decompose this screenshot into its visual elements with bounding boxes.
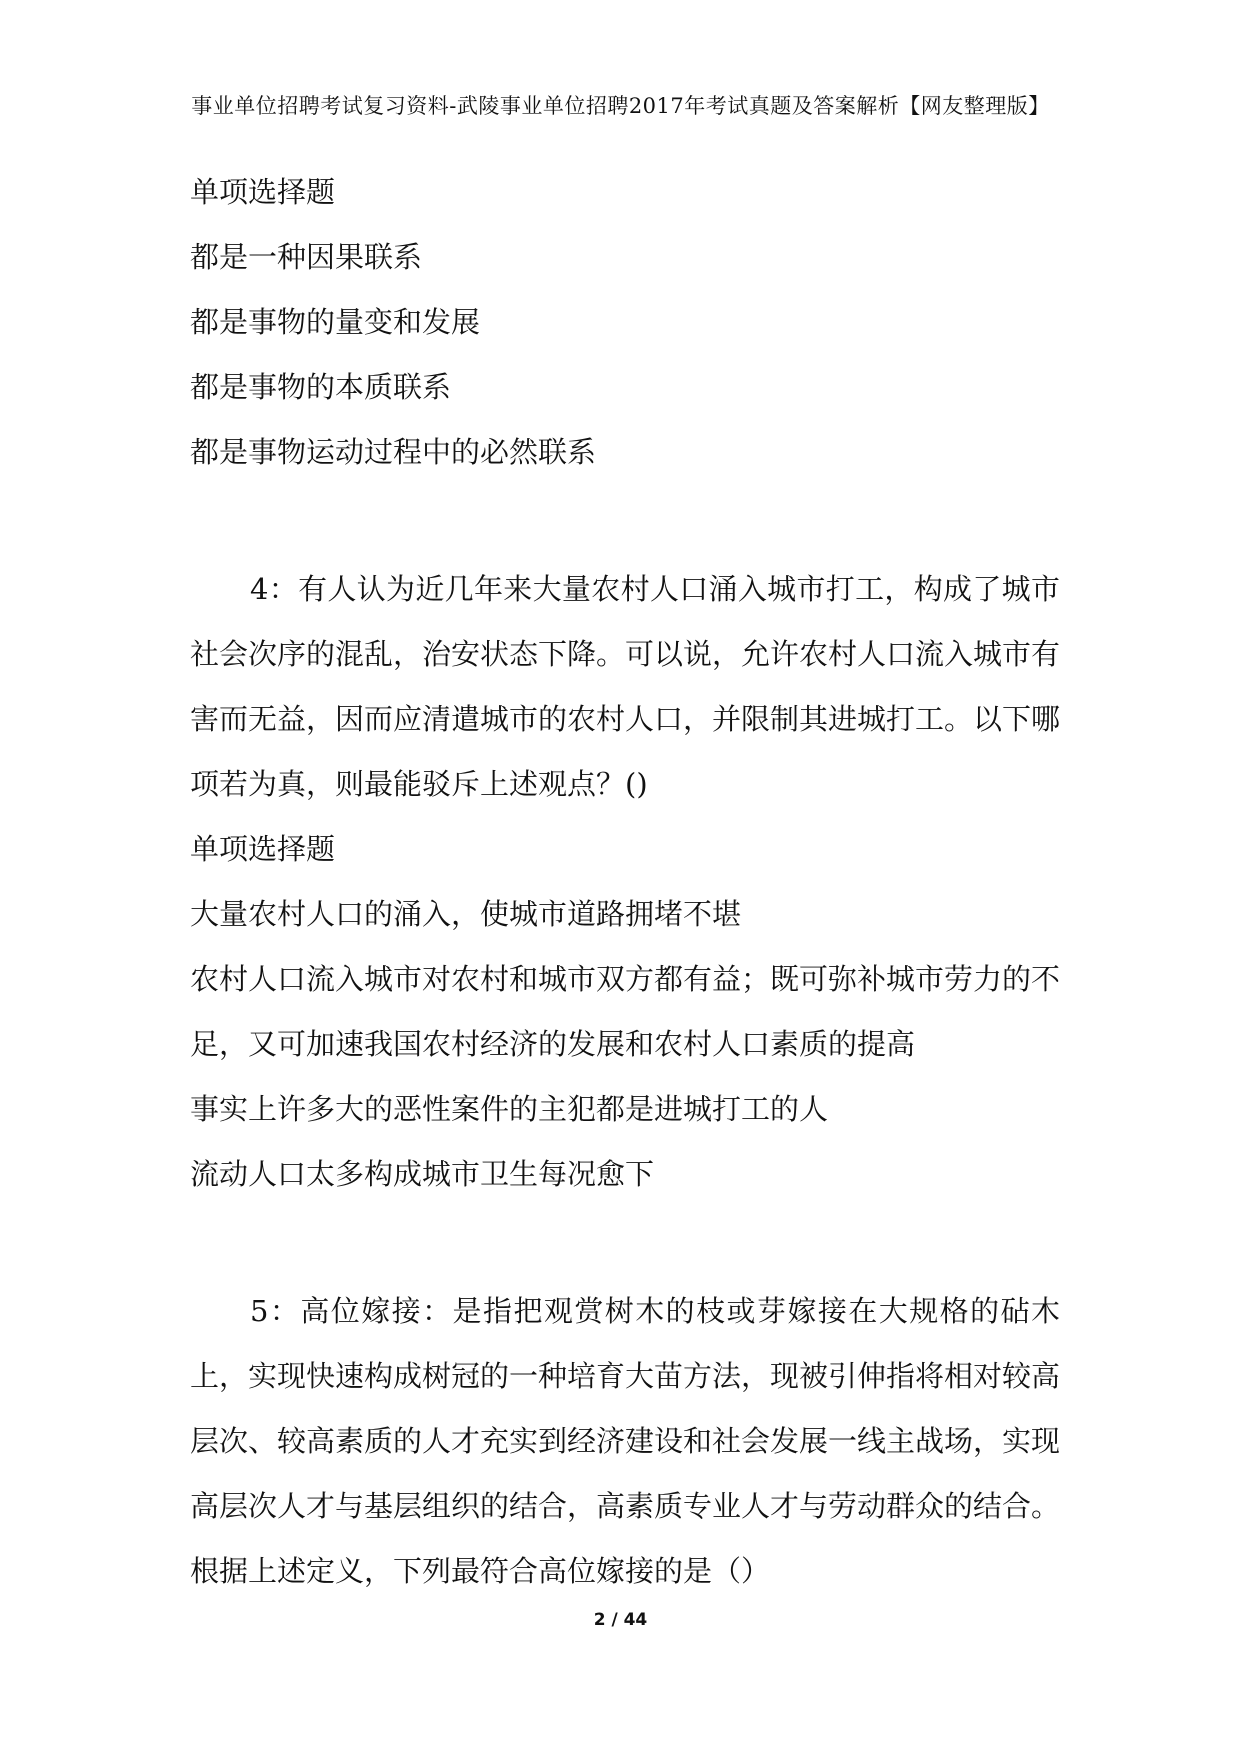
- question-4-option-b: 农村人口流入城市对农村和城市双方都有益；既可弥补城市劳力的不足，又可加速我国农村经济的发展和农村人口素质的提高: [190, 962, 1061, 1061]
- question-4-option-c: 事实上许多大的恶性案件的主犯都是进城打工的人: [190, 1092, 829, 1126]
- option-c: 都是事物的本质联系: [190, 370, 452, 404]
- option-d: 都是事物运动过程中的必然联系: [190, 435, 597, 469]
- question-4-option-d: 流动人口太多构成城市卫生每况愈下: [190, 1157, 655, 1191]
- page-header: 事业单位招聘考试复习资料-武陵事业单位招聘2017年考试真题及答案解析【网友整理版】: [191, 94, 1050, 118]
- document-body: [190, 160, 1060, 1604]
- question-type-label: 单项选择题: [190, 175, 336, 209]
- question-4-text: 4：有人认为近几年来大量农村人口涌入城市打工，构成了城市社会次序的混乱，治安状态下降。可以说，允许农村人口流入城市有害而无益，因而应清遣城市的农村人口，并限制其进城打工。以下哪项若为真，则最能驳斥上述观点？(): [190, 572, 1061, 801]
- question-4-option-a: 大量农村人口的涌入，使城市道路拥堵不堪: [190, 897, 742, 931]
- page-number: 2 / 44: [593, 1610, 648, 1630]
- question-4-type-label: 单项选择题: [190, 832, 336, 866]
- option-a: 都是一种因果联系: [190, 240, 423, 274]
- question-5-text: 5：高位嫁接：是指把观赏树木的枝或芽嫁接在大规格的砧木上，实现快速构成树冠的一种培育大苗方法，现被引伸指将相对较高层次、较高素质的人才充实到经济建设和社会发展一线主战场，实现高层次人才与基层组织的结合，高素质专业人才与劳动群众的结合。根据上述定义，下列最符合高位嫁接的是（）: [190, 1294, 1061, 1588]
- option-b: 都是事物的量变和发展: [190, 305, 481, 339]
